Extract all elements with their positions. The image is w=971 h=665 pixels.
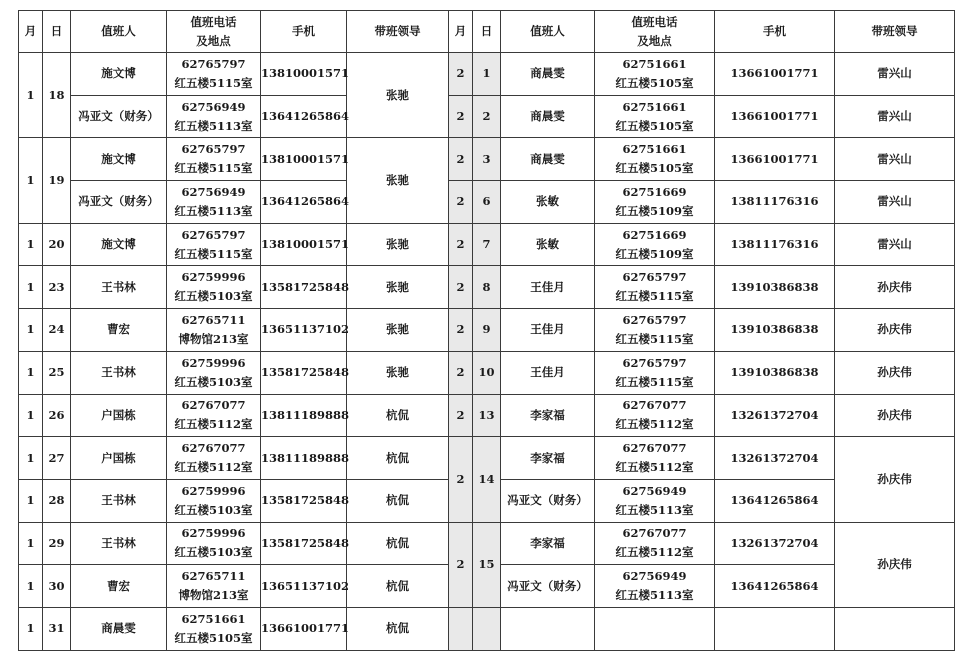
day-cell: 15 bbox=[473, 522, 501, 607]
person-cell: 王书林 bbox=[71, 522, 167, 565]
leader-cell bbox=[835, 607, 955, 650]
month-cell: 1 bbox=[19, 351, 43, 394]
month-cell: 1 bbox=[19, 522, 43, 565]
person-cell: 王佳月 bbox=[501, 266, 595, 309]
leader-cell: 杭侃 bbox=[347, 565, 449, 608]
person-cell: 李家福 bbox=[501, 437, 595, 480]
table-row bbox=[19, 138, 955, 181]
phone-location-cell bbox=[167, 351, 261, 394]
header-person-right: 值班人 bbox=[501, 11, 595, 53]
leader-cell: 雷兴山 bbox=[835, 181, 955, 224]
mobile-cell: 13810001571 bbox=[261, 138, 347, 181]
header-day: 日 bbox=[43, 11, 71, 53]
duty-phone: 62765797 bbox=[622, 270, 687, 285]
day-cell: 1 bbox=[473, 53, 501, 96]
mobile-cell: 13581725848 bbox=[261, 266, 347, 309]
table-row bbox=[19, 309, 955, 352]
leader-cell: 张驰 bbox=[347, 53, 449, 138]
phone-location-cell bbox=[595, 53, 715, 96]
phone-location-cell bbox=[595, 309, 715, 352]
leader-cell: 雷兴山 bbox=[835, 53, 955, 96]
person-cell: 商晨雯 bbox=[501, 95, 595, 138]
leader-cell: 张驰 bbox=[347, 266, 449, 309]
duty-location: 红五楼5112室 bbox=[615, 460, 694, 475]
mobile-cell: 13581725848 bbox=[261, 522, 347, 565]
mobile-cell: 13811189888 bbox=[261, 394, 347, 437]
month-cell: 1 bbox=[19, 138, 43, 223]
duty-phone: 62767077 bbox=[622, 526, 687, 541]
person-cell: 冯亚文（财务） bbox=[71, 95, 167, 138]
person-cell: 冯亚文（财务） bbox=[501, 565, 595, 608]
day-cell: 20 bbox=[43, 223, 71, 266]
phone-location-cell bbox=[595, 437, 715, 480]
person-cell: 王佳月 bbox=[501, 309, 595, 352]
month-cell: 1 bbox=[19, 309, 43, 352]
person-cell: 王佳月 bbox=[501, 351, 595, 394]
table-row bbox=[19, 607, 955, 650]
duty-location: 博物馆213室 bbox=[178, 588, 249, 603]
leader-cell: 张驰 bbox=[347, 351, 449, 394]
header-phone-line1: 值班电话 bbox=[190, 14, 237, 29]
duty-location: 红五楼5112室 bbox=[615, 545, 694, 560]
header-phone-line2-right: 及地点 bbox=[637, 33, 672, 48]
duty-location: 红五楼5112室 bbox=[174, 460, 253, 475]
leader-cell: 张驰 bbox=[347, 309, 449, 352]
day-cell: 24 bbox=[43, 309, 71, 352]
month-cell: 2 bbox=[449, 53, 473, 96]
leader-cell: 雷兴山 bbox=[835, 138, 955, 181]
day-cell: 30 bbox=[43, 565, 71, 608]
duty-location: 红五楼5113室 bbox=[615, 588, 694, 603]
phone-location-cell bbox=[595, 138, 715, 181]
duty-phone: 62767077 bbox=[622, 398, 687, 413]
leader-cell: 杭侃 bbox=[347, 479, 449, 522]
phone-location-cell bbox=[595, 565, 715, 608]
leader-cell: 孙庆伟 bbox=[835, 266, 955, 309]
mobile-cell: 13810001571 bbox=[261, 53, 347, 96]
header-phone-line1-right: 值班电话 bbox=[631, 14, 678, 29]
person-cell: 王书林 bbox=[71, 351, 167, 394]
duty-phone: 62765797 bbox=[622, 355, 687, 370]
duty-phone: 62759996 bbox=[181, 483, 246, 498]
month-cell: 1 bbox=[19, 53, 43, 138]
person-cell: 李家福 bbox=[501, 394, 595, 437]
leader-cell: 张驰 bbox=[347, 138, 449, 223]
duty-phone: 62756949 bbox=[622, 569, 687, 584]
mobile-cell: 13910386838 bbox=[715, 309, 835, 352]
person-cell: 户国栋 bbox=[71, 394, 167, 437]
phone-location-cell bbox=[595, 351, 715, 394]
month-cell: 1 bbox=[19, 223, 43, 266]
month-cell: 2 bbox=[449, 181, 473, 224]
mobile-cell: 13661001771 bbox=[715, 95, 835, 138]
day-cell: 3 bbox=[473, 138, 501, 181]
duty-location: 红五楼5113室 bbox=[615, 502, 694, 517]
mobile-cell: 13581725848 bbox=[261, 351, 347, 394]
day-cell: 18 bbox=[43, 53, 71, 138]
person-cell: 曹宏 bbox=[71, 565, 167, 608]
day-cell: 23 bbox=[43, 266, 71, 309]
person-cell: 王书林 bbox=[71, 479, 167, 522]
header-row bbox=[19, 11, 955, 53]
duty-phone: 62767077 bbox=[181, 441, 246, 456]
duty-phone: 62756949 bbox=[181, 184, 246, 199]
duty-phone: 62767077 bbox=[181, 398, 246, 413]
duty-phone: 62759996 bbox=[181, 355, 246, 370]
month-cell: 1 bbox=[19, 607, 43, 650]
mobile-cell: 13581725848 bbox=[261, 479, 347, 522]
duty-phone: 62759996 bbox=[181, 526, 246, 541]
table-row bbox=[19, 351, 955, 394]
month-cell: 1 bbox=[19, 394, 43, 437]
person-cell: 施文博 bbox=[71, 53, 167, 96]
phone-location-cell bbox=[595, 95, 715, 138]
duty-location: 红五楼5115室 bbox=[174, 246, 253, 261]
duty-location: 博物馆213室 bbox=[178, 331, 249, 346]
day-cell: 13 bbox=[473, 394, 501, 437]
phone-location-cell bbox=[167, 394, 261, 437]
leader-cell: 孙庆伟 bbox=[835, 522, 955, 607]
duty-location: 红五楼5115室 bbox=[615, 289, 694, 304]
day-cell: 10 bbox=[473, 351, 501, 394]
table-row bbox=[19, 266, 955, 309]
mobile-cell: 13641265864 bbox=[261, 181, 347, 224]
leader-cell: 杭侃 bbox=[347, 394, 449, 437]
duty-phone: 62751661 bbox=[622, 99, 687, 114]
duty-location: 红五楼5115室 bbox=[174, 75, 253, 90]
month-cell: 1 bbox=[19, 479, 43, 522]
duty-phone: 62765797 bbox=[622, 312, 687, 327]
duty-phone: 62751661 bbox=[622, 56, 687, 71]
duty-phone: 62765711 bbox=[181, 569, 246, 584]
leader-cell: 孙庆伟 bbox=[835, 394, 955, 437]
duty-location: 红五楼5115室 bbox=[174, 161, 253, 176]
phone-location-cell bbox=[167, 309, 261, 352]
person-cell: 商晨雯 bbox=[71, 607, 167, 650]
leader-cell: 杭侃 bbox=[347, 607, 449, 650]
leader-cell: 孙庆伟 bbox=[835, 309, 955, 352]
person-cell: 王书林 bbox=[71, 266, 167, 309]
day-cell: 31 bbox=[43, 607, 71, 650]
duty-location: 红五楼5115室 bbox=[615, 374, 694, 389]
duty-location: 红五楼5113室 bbox=[174, 118, 253, 133]
phone-location-cell bbox=[167, 479, 261, 522]
phone-location-cell bbox=[167, 53, 261, 96]
mobile-cell: 13641265864 bbox=[715, 565, 835, 608]
leader-cell: 孙庆伟 bbox=[835, 437, 955, 522]
day-cell: 26 bbox=[43, 394, 71, 437]
duty-phone: 62756949 bbox=[622, 483, 687, 498]
duty-phone: 62765797 bbox=[181, 56, 246, 71]
phone-location-cell bbox=[595, 607, 715, 650]
table-row bbox=[19, 53, 955, 96]
duty-location: 红五楼5105室 bbox=[174, 630, 253, 645]
header-phone-location bbox=[167, 11, 261, 53]
leader-cell: 张驰 bbox=[347, 223, 449, 266]
mobile-cell: 13811176316 bbox=[715, 223, 835, 266]
month-cell: 1 bbox=[19, 437, 43, 480]
day-cell: 7 bbox=[473, 223, 501, 266]
day-cell: 25 bbox=[43, 351, 71, 394]
mobile-cell: 13661001771 bbox=[715, 138, 835, 181]
phone-location-cell bbox=[167, 565, 261, 608]
person-cell: 李家福 bbox=[501, 522, 595, 565]
leader-cell: 雷兴山 bbox=[835, 223, 955, 266]
person-cell: 张敏 bbox=[501, 181, 595, 224]
roster-body bbox=[19, 53, 955, 651]
phone-location-cell bbox=[167, 266, 261, 309]
duty-location: 红五楼5105室 bbox=[615, 75, 694, 90]
mobile-cell: 13810001571 bbox=[261, 223, 347, 266]
month-cell: 2 bbox=[449, 223, 473, 266]
phone-location-cell bbox=[595, 522, 715, 565]
day-cell: 14 bbox=[473, 437, 501, 522]
month-cell: 2 bbox=[449, 309, 473, 352]
duty-phone: 62765797 bbox=[181, 142, 246, 157]
phone-location-cell bbox=[167, 607, 261, 650]
duty-location: 红五楼5103室 bbox=[174, 289, 253, 304]
mobile-cell: 13641265864 bbox=[715, 479, 835, 522]
header-phone-location-right bbox=[595, 11, 715, 53]
mobile-cell: 13811176316 bbox=[715, 181, 835, 224]
day-cell: 8 bbox=[473, 266, 501, 309]
duty-location: 红五楼5105室 bbox=[615, 161, 694, 176]
day-cell: 19 bbox=[43, 138, 71, 223]
mobile-cell: 13641265864 bbox=[261, 95, 347, 138]
mobile-cell: 13661001771 bbox=[261, 607, 347, 650]
person-cell: 冯亚文（财务） bbox=[71, 181, 167, 224]
month-cell: 1 bbox=[19, 565, 43, 608]
header-leader: 带班领导 bbox=[347, 11, 449, 53]
mobile-cell: 13651137102 bbox=[261, 309, 347, 352]
phone-location-cell bbox=[167, 223, 261, 266]
phone-location-cell bbox=[595, 394, 715, 437]
leader-cell: 雷兴山 bbox=[835, 95, 955, 138]
duty-phone: 62765797 bbox=[181, 227, 246, 242]
mobile-cell: 13261372704 bbox=[715, 437, 835, 480]
header-person: 值班人 bbox=[71, 11, 167, 53]
header-day-right: 日 bbox=[473, 11, 501, 53]
duty-location: 红五楼5113室 bbox=[174, 203, 253, 218]
person-cell: 户国栋 bbox=[71, 437, 167, 480]
duty-phone: 62765711 bbox=[181, 312, 246, 327]
month-cell: 2 bbox=[449, 394, 473, 437]
day-cell: 2 bbox=[473, 95, 501, 138]
phone-location-cell bbox=[595, 181, 715, 224]
month-cell: 2 bbox=[449, 138, 473, 181]
duty-roster-table bbox=[18, 10, 955, 651]
day-cell: 29 bbox=[43, 522, 71, 565]
day-cell: 28 bbox=[43, 479, 71, 522]
table-row bbox=[19, 181, 955, 224]
person-cell: 商晨雯 bbox=[501, 53, 595, 96]
person-cell: 张敏 bbox=[501, 223, 595, 266]
phone-location-cell bbox=[595, 223, 715, 266]
day-cell: 9 bbox=[473, 309, 501, 352]
mobile-cell: 13811189888 bbox=[261, 437, 347, 480]
header-mobile: 手机 bbox=[261, 11, 347, 53]
leader-cell: 杭侃 bbox=[347, 522, 449, 565]
duty-location: 红五楼5103室 bbox=[174, 502, 253, 517]
header-phone-line2: 及地点 bbox=[196, 33, 231, 48]
table-row bbox=[19, 522, 955, 565]
month-cell bbox=[449, 607, 473, 650]
phone-location-cell bbox=[595, 266, 715, 309]
person-cell: 商晨雯 bbox=[501, 138, 595, 181]
mobile-cell bbox=[715, 607, 835, 650]
duty-phone: 62751669 bbox=[622, 184, 687, 199]
table-row bbox=[19, 437, 955, 480]
mobile-cell: 13661001771 bbox=[715, 53, 835, 96]
mobile-cell: 13261372704 bbox=[715, 394, 835, 437]
header-leader-right: 带班领导 bbox=[835, 11, 955, 53]
month-cell: 2 bbox=[449, 95, 473, 138]
duty-location: 红五楼5112室 bbox=[174, 417, 253, 432]
duty-location: 红五楼5103室 bbox=[174, 545, 253, 560]
phone-location-cell bbox=[595, 479, 715, 522]
phone-location-cell bbox=[167, 95, 261, 138]
header-month: 月 bbox=[19, 11, 43, 53]
duty-location: 红五楼5115室 bbox=[615, 331, 694, 346]
month-cell: 1 bbox=[19, 266, 43, 309]
month-cell: 2 bbox=[449, 266, 473, 309]
person-cell: 冯亚文（财务） bbox=[501, 479, 595, 522]
table-row bbox=[19, 394, 955, 437]
duty-location: 红五楼5109室 bbox=[615, 203, 694, 218]
day-cell bbox=[473, 607, 501, 650]
phone-location-cell bbox=[167, 181, 261, 224]
person-cell bbox=[501, 607, 595, 650]
mobile-cell: 13910386838 bbox=[715, 351, 835, 394]
duty-phone: 62756949 bbox=[181, 99, 246, 114]
person-cell: 施文博 bbox=[71, 138, 167, 181]
day-cell: 6 bbox=[473, 181, 501, 224]
month-cell: 2 bbox=[449, 437, 473, 522]
duty-phone: 62751661 bbox=[622, 142, 687, 157]
phone-location-cell bbox=[167, 138, 261, 181]
phone-location-cell bbox=[167, 437, 261, 480]
person-cell: 曹宏 bbox=[71, 309, 167, 352]
header-mobile-right: 手机 bbox=[715, 11, 835, 53]
table-row bbox=[19, 223, 955, 266]
duty-location: 红五楼5112室 bbox=[615, 417, 694, 432]
month-cell: 2 bbox=[449, 522, 473, 607]
table-row bbox=[19, 95, 955, 138]
person-cell: 施文博 bbox=[71, 223, 167, 266]
month-cell: 2 bbox=[449, 351, 473, 394]
duty-location: 红五楼5109室 bbox=[615, 246, 694, 261]
header-month-right: 月 bbox=[449, 11, 473, 53]
duty-location: 红五楼5103室 bbox=[174, 374, 253, 389]
leader-cell: 孙庆伟 bbox=[835, 351, 955, 394]
duty-phone: 62751661 bbox=[181, 611, 246, 626]
mobile-cell: 13910386838 bbox=[715, 266, 835, 309]
mobile-cell: 13651137102 bbox=[261, 565, 347, 608]
mobile-cell: 13261372704 bbox=[715, 522, 835, 565]
duty-phone: 62759996 bbox=[181, 270, 246, 285]
phone-location-cell bbox=[167, 522, 261, 565]
leader-cell: 杭侃 bbox=[347, 437, 449, 480]
duty-phone: 62751669 bbox=[622, 227, 687, 242]
duty-location: 红五楼5105室 bbox=[615, 118, 694, 133]
duty-phone: 62767077 bbox=[622, 441, 687, 456]
day-cell: 27 bbox=[43, 437, 71, 480]
